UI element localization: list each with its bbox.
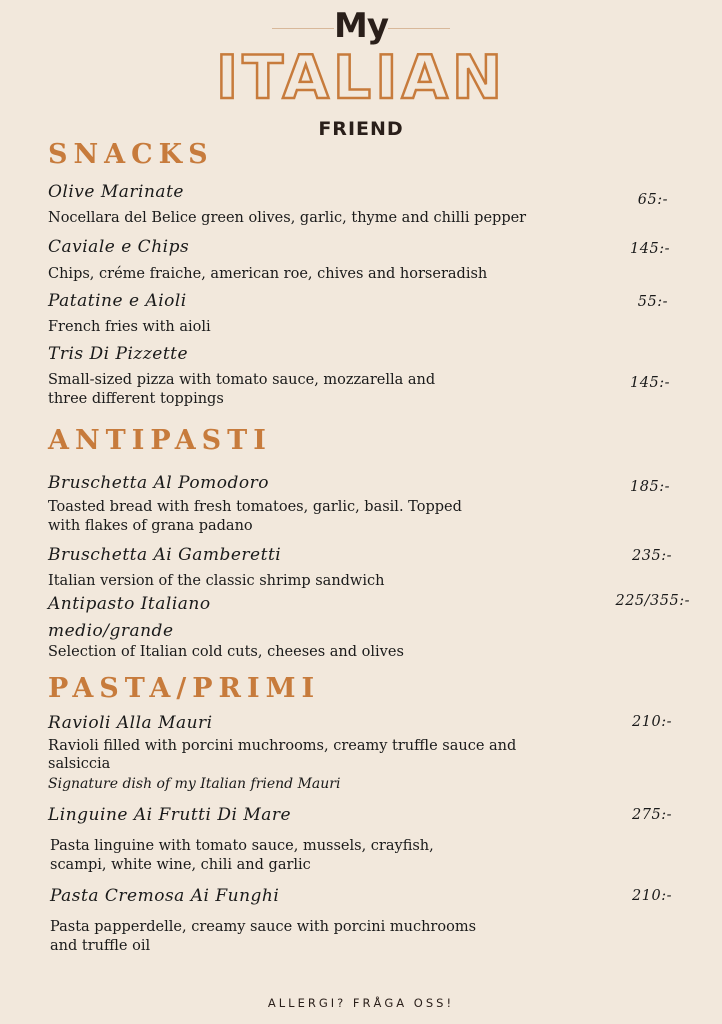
menu-item-description: scampi, white wine, chili and garlic xyxy=(50,857,311,873)
menu-item-name: Linguine Ai Frutti Di Mare xyxy=(48,805,292,825)
menu-item-price: 235:- xyxy=(632,548,672,564)
logo xyxy=(0,0,722,150)
menu-item-name: Pasta Cremosa Ai Funghi xyxy=(50,886,280,906)
menu-item-description: Toasted bread with fresh tomatoes, garlic, basil. Topped xyxy=(48,499,462,515)
menu-item-name: Ravioli Alla Mauri xyxy=(48,713,213,733)
menu-item-description: Pasta linguine with tomato sauce, mussels, crayfish, xyxy=(50,838,434,854)
menu-item-subname: medio/grande xyxy=(48,621,174,641)
allergy-footer: ALLERGI? FRÅGA OSS! xyxy=(267,996,455,1010)
menu-item-name: Bruschetta Al Pomodoro xyxy=(48,473,269,493)
menu-item-price: 65:- xyxy=(637,192,668,208)
menu-item-description: with flakes of grana padano xyxy=(48,518,253,534)
menu-item-description: Pasta papperdelle, creamy sauce with porcini muchrooms xyxy=(50,919,477,935)
menu-item-description: and truffle oil xyxy=(50,938,151,954)
menu-item-description: French fries with aioli xyxy=(48,319,211,335)
menu-item-price: 145:- xyxy=(630,241,670,257)
menu-item-description: Nocellara del Belice green olives, garlic, thyme and chilli pepper xyxy=(48,210,527,226)
menu-item-note: Signature dish of my Italian friend Mauri xyxy=(48,776,341,792)
menu-item-name: Antipasto Italiano xyxy=(48,594,211,614)
menu-item-price: 185:- xyxy=(630,479,670,495)
menu-item-description: salsiccia xyxy=(48,756,111,772)
menu-item-description: Italian version of the classic shrimp sandwich xyxy=(48,573,385,589)
menu-item-description: Ravioli filled with porcini muchrooms, creamy truffle sauce and xyxy=(48,738,517,754)
menu-item-price: 275:- xyxy=(632,807,672,823)
menu-item-description: Chips, créme fraiche, american roe, chives and horseradish xyxy=(48,266,488,282)
menu-item-name: Olive Marinate xyxy=(48,182,184,202)
menu-item-price: 210:- xyxy=(632,888,672,904)
menu-item-name: Tris Di Pizzette xyxy=(48,344,189,364)
menu-item-name: Bruschetta Ai Gamberetti xyxy=(48,545,282,565)
menu-item-description: three different toppings xyxy=(48,391,224,407)
menu-item-name: Patatine e Aioli xyxy=(48,291,187,311)
section-title-pasta-primi: PASTA/PRIMI xyxy=(48,673,321,704)
menu-item-price: 145:- xyxy=(630,375,670,391)
section-title-snacks: SNACKS xyxy=(48,139,214,170)
section-title-antipasti: ANTIPASTI xyxy=(48,425,272,456)
menu-item-price: 225/355:- xyxy=(615,593,690,609)
menu-item-price: 55:- xyxy=(637,294,668,310)
menu-item-description: Small-sized pizza with tomato sauce, mozzarella and xyxy=(48,372,436,388)
menu-item-price: 210:- xyxy=(632,714,672,730)
logo-my-text: My xyxy=(334,6,388,46)
logo-italian-text: ITALIAN xyxy=(215,43,507,113)
menu-item-description: Selection of Italian cold cuts, cheeses and olives xyxy=(48,644,404,660)
menu-item-name: Caviale e Chips xyxy=(48,237,190,257)
logo-friend-text: FRIEND xyxy=(318,118,404,140)
